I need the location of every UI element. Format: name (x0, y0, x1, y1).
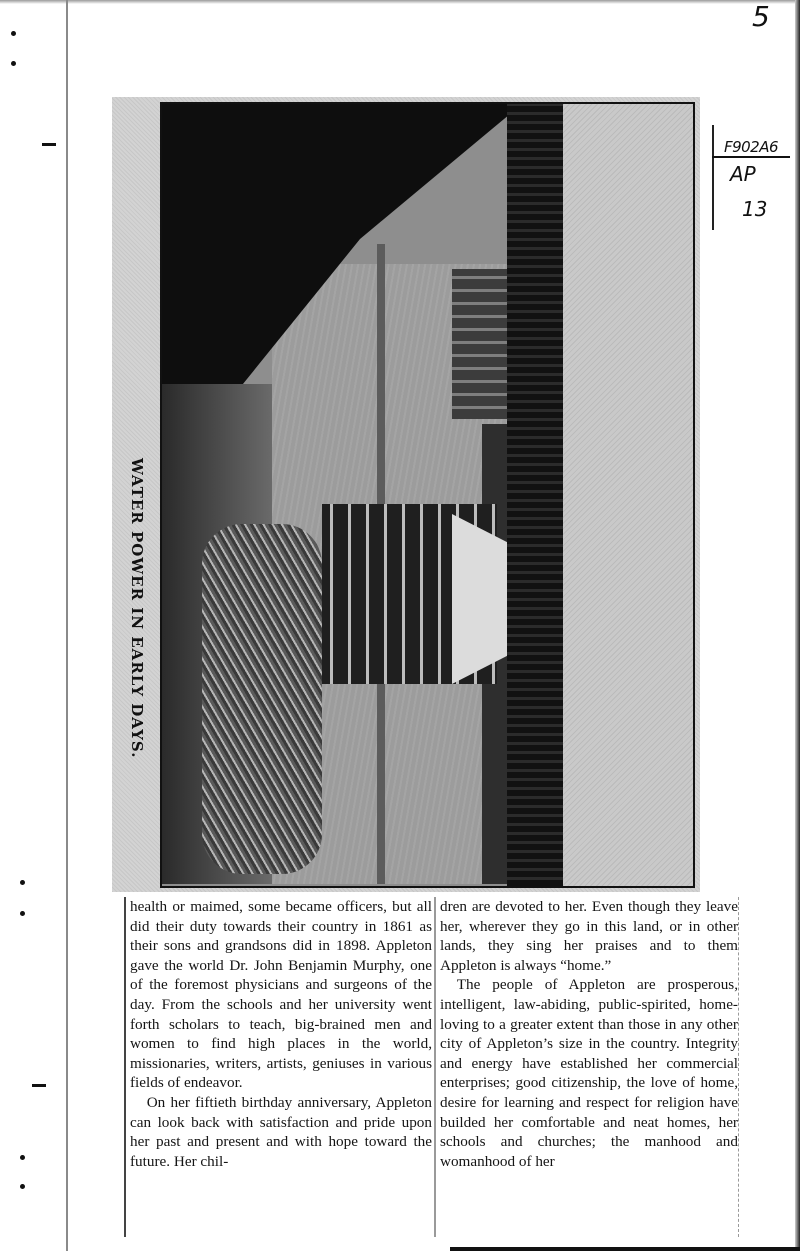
paragraph: dren are devoted to her. Even though they leave her, wherever they go in this land, or in other lands, they sing her praises and to them Appleton is always “home.” (440, 898, 738, 974)
handwritten-call-sub-number: 13 (742, 197, 768, 221)
page-edge-top (0, 0, 800, 4)
text-column-left (124, 897, 432, 1237)
binder-tick-mark (42, 143, 56, 146)
sky (563, 104, 693, 886)
text-column-right (434, 897, 738, 1237)
mill-photograph (160, 102, 695, 888)
handwritten-call-sub: AP (730, 162, 756, 186)
binder-hole-mark (20, 1184, 25, 1189)
log-boom (202, 524, 322, 874)
binder-hole-mark (20, 880, 25, 885)
page-bottom-edge (450, 1247, 800, 1251)
column-rule-right (738, 897, 740, 1237)
binder-hole-mark (11, 31, 16, 36)
paragraph: health or maimed, some became officers, but all did their duty towards their country in 1861 as their sons and grandsons did in 1898. Appleton gave the world Dr. John Benjamin Murphy, one of the foremost physicians and surgeons of the day. From the schools and her university went forth scholars to teach, big-brained men and women to find high places in the world, missionaries, writers, artists, geniuses in various fields of endeavor. (130, 898, 432, 1092)
photo-caption: WATER POWER IN EARLY DAYS. (128, 458, 146, 759)
binder-hole-mark (20, 911, 25, 916)
treeline (507, 104, 567, 886)
binder-hole-mark (11, 61, 16, 66)
handwritten-call-number: F902A6 (712, 138, 790, 158)
paragraph: On her fiftieth birthday anniversary, Appleton can look back with satisfaction and pride upon her past and present and with hope toward the future. Her chil- (130, 1093, 432, 1170)
paragraph: The people of Appleton are prosperous, intelligent, law-abiding, public-spirited, home-loving to a greater extent than those in any other city of Appleton’s size in the country. Integrity and energy have established her commercial enterprises; good citizenship, the love of home, desire for learning and respect for religion have builded her comfortable and neat homes, her schools and churches; the manhood and womanhood of her (440, 976, 738, 1170)
handwritten-page-number: 5 (752, 0, 770, 33)
binder-tick-mark (32, 1084, 46, 1087)
binder-hole-mark (20, 1155, 25, 1160)
page-edge-left (66, 0, 68, 1251)
page-edge-right (795, 0, 800, 1251)
